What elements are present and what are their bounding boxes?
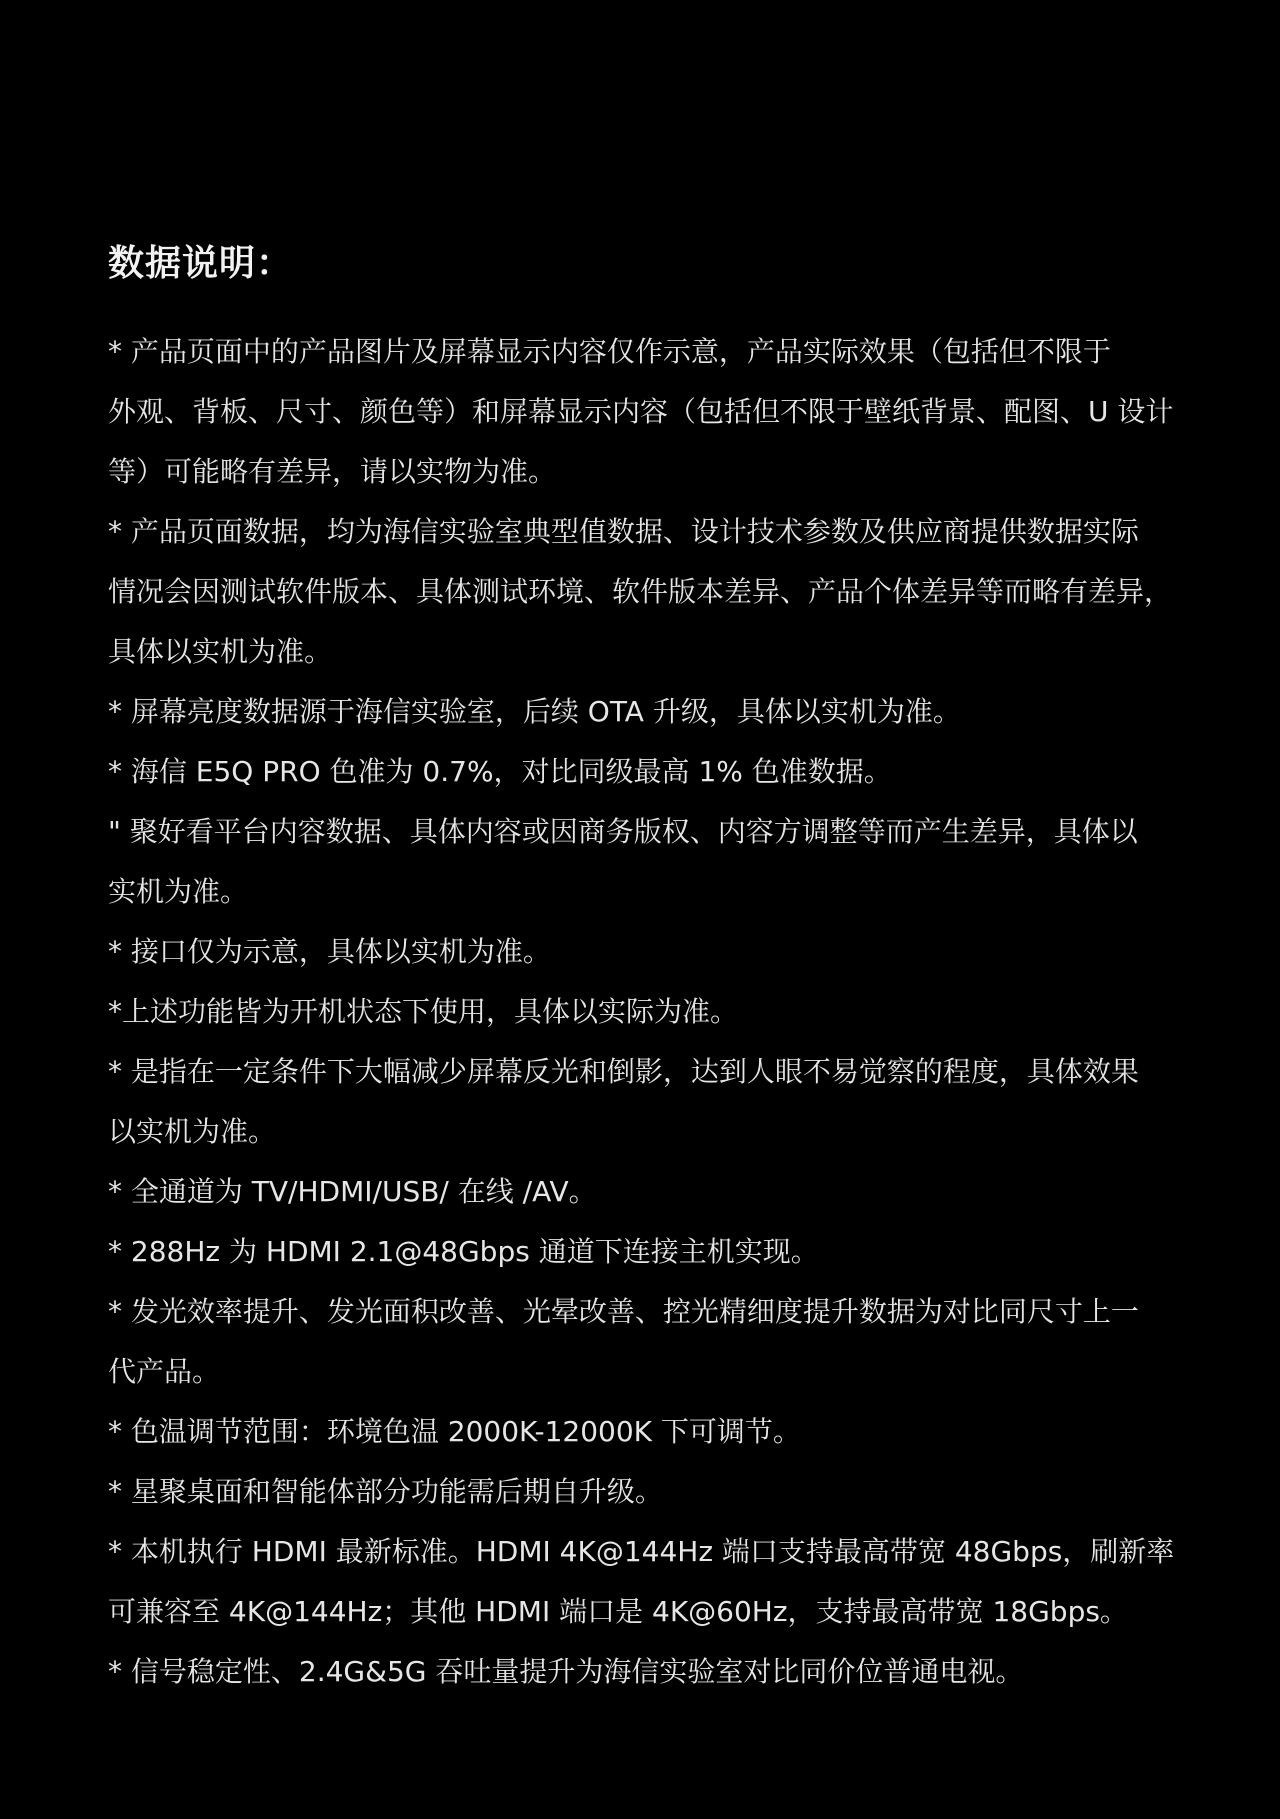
page-title: 数据说明： (108, 243, 294, 284)
note-line: 具体以实机为准。 (108, 635, 333, 668)
note-item (108, 1462, 1228, 1522)
note-line: 外观、背板、尺寸、颜色等）和屏幕显示内容（包括但不限于壁纸背景、配图、U 设计 (108, 395, 1174, 428)
note-item (108, 1282, 1228, 1402)
note-line: * 本机执行 HDMI 最新标准。HDMI 4K@144Hz 端口支持最高带宽 48Gbps，刷新率 (108, 1535, 1175, 1568)
note-line: * 海信 E5Q PRO 色准为 0.7%，对比同级最高 1% 色准数据。 (108, 755, 892, 788)
note-line: * 产品页面数据，均为海信实验室典型值数据、设计技术参数及供应商提供数据实际 (108, 515, 1139, 548)
note-item (108, 802, 1228, 922)
note-item (108, 742, 1228, 802)
note-item (108, 322, 1228, 502)
note-line: * 发光效率提升、发光面积改善、光晕改善、控光精细度提升数据为对比同尺寸上一 (108, 1295, 1139, 1328)
note-line: 代产品。 (108, 1355, 221, 1388)
note-line: * 星聚桌面和智能体部分功能需后期自升级。 (108, 1475, 663, 1508)
note-item (108, 502, 1228, 682)
note-line: 情况会因测试软件版本、具体测试环境、软件版本差异、产品个体差异等而略有差异， (108, 575, 1173, 608)
note-line: * 信号稳定性、2.4G&5G 吞吐量提升为海信实验室对比同价位普通电视。 (108, 1655, 1024, 1688)
notes-list (108, 322, 1228, 1702)
note-line: 等）可能略有差异，请以实物为准。 (108, 455, 557, 488)
note-line: * 色温调节范围：环境色温 2000K-12000K 下可调节。 (108, 1415, 801, 1448)
note-item (108, 1402, 1228, 1462)
note-line: * 接口仅为示意，具体以实机为准。 (108, 935, 551, 968)
note-line: 实机为准。 (108, 875, 249, 908)
note-line: 可兼容至 4K@144Hz；其他 HDMI 端口是 4K@60Hz，支持最高带宽 18Gbps。 (108, 1595, 1128, 1628)
note-line: * 全通道为 TV/HDMI/USB/ 在线 /AV。 (108, 1175, 597, 1208)
note-item (108, 922, 1228, 982)
note-item (108, 1642, 1228, 1702)
note-item (108, 682, 1228, 742)
note-item (108, 1042, 1228, 1162)
note-line: * 产品页面中的产品图片及屏幕显示内容仅作示意，产品实际效果（包括但不限于 (108, 335, 1111, 368)
note-line: *上述功能皆为开机状态下使用，具体以实际为准。 (108, 995, 739, 1028)
note-line: " 聚好看平台内容数据、具体内容或因商务版权、内容方调整等而产生差异，具体以 (108, 815, 1138, 848)
note-item (108, 1522, 1228, 1642)
note-item (108, 1162, 1228, 1222)
note-item (108, 982, 1228, 1042)
note-item (108, 1222, 1228, 1282)
note-line: 以实机为准。 (108, 1115, 277, 1148)
note-line: * 288Hz 为 HDMI 2.1@48Gbps 通道下连接主机实现。 (108, 1235, 819, 1268)
note-line: * 是指在一定条件下大幅减少屏幕反光和倒影，达到人眼不易觉察的程度，具体效果 (108, 1055, 1139, 1088)
note-line: * 屏幕亮度数据源于海信实验室，后续 OTA 升级，具体以实机为准。 (108, 695, 961, 728)
